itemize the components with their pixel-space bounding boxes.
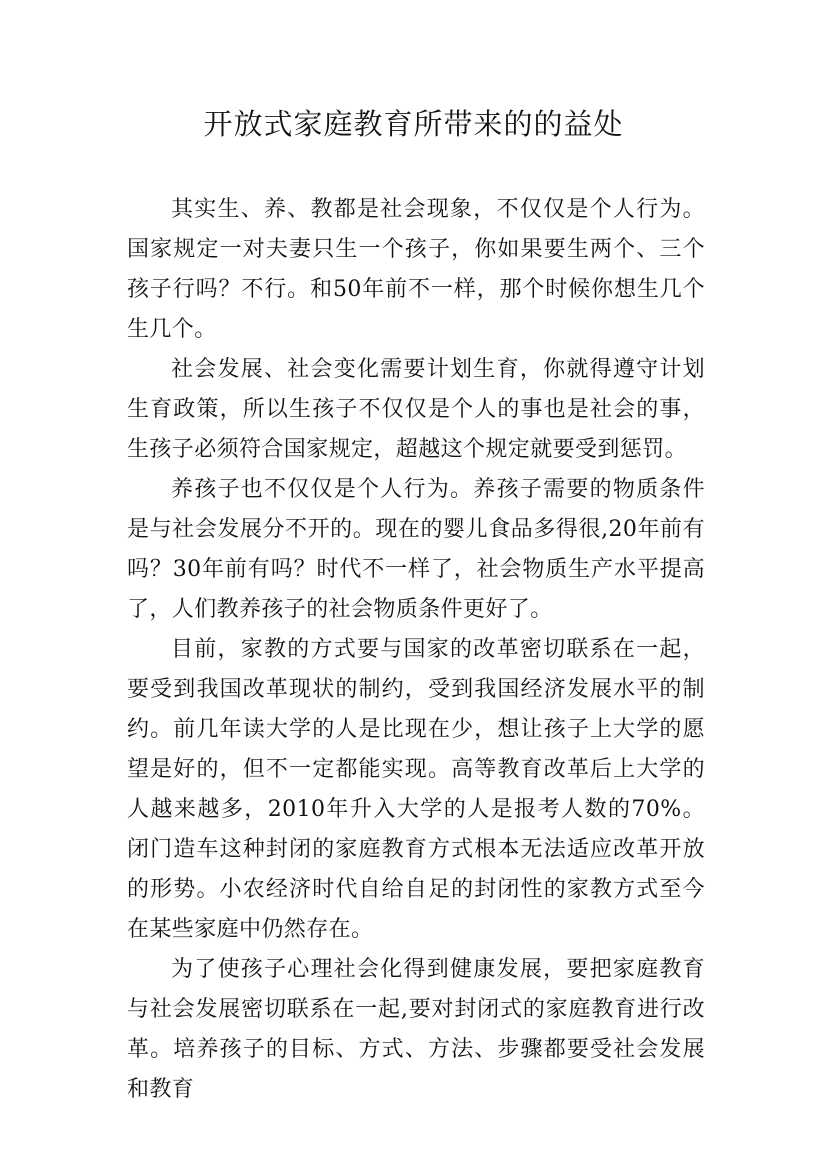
paragraph-5: 为了使孩子心理社会化得到健康发展，要把家庭教育与社会发展密切联系在一起,要对封闭式的家庭教育进行改革。培养孩子的目标、方式、方法、步骤都要受社会发展和教育 xyxy=(127,957,705,1102)
paragraph-1: 其实生、养、教都是社会现象，不仅仅是个人行为。国家规定一对夫妻只生一个孩子，你如果要生两个、三个孩子行吗？不行。和50年前不一样，那个时候你想生几个生几个。 xyxy=(127,197,705,342)
paragraph-3: 养孩子也不仅仅是个人行为。养孩子需要的物质条件是与社会发展分不开的。现在的婴儿食品多得很,20年前有吗？30年前有吗？时代不一样了，社会物质生产水平提高了，人们教养孩子的社会物质条件更好了。 xyxy=(127,477,705,622)
paragraph-4: 目前，家教的方式要与国家的改革密切联系在一起，要受到我国改革现状的制约，受到我国经济发展水平的制约。前几年读大学的人是比现在少，想让孩子上大学的愿望是好的，但不一定都能实现。高等教育改革后上大学的人越来越多，2010年升入大学的人是报考人数的70%。闭门造车这种封闭的家庭教育方式根本无法适应改革开放的形势。小农经济时代自给自足的封闭性的家教方式至今在某些家庭中仍然存在。 xyxy=(127,637,705,942)
paragraph-2: 社会发展、社会变化需要计划生育，你就得遵守计划生育政策，所以生孩子不仅仅是个人的事也是社会的事，生孩子必须符合国家规定，超越这个规定就要受到惩罚。 xyxy=(127,357,705,462)
document-title: 开放式家庭教育所带来的的益处 xyxy=(203,107,624,141)
document-body xyxy=(127,190,705,1110)
